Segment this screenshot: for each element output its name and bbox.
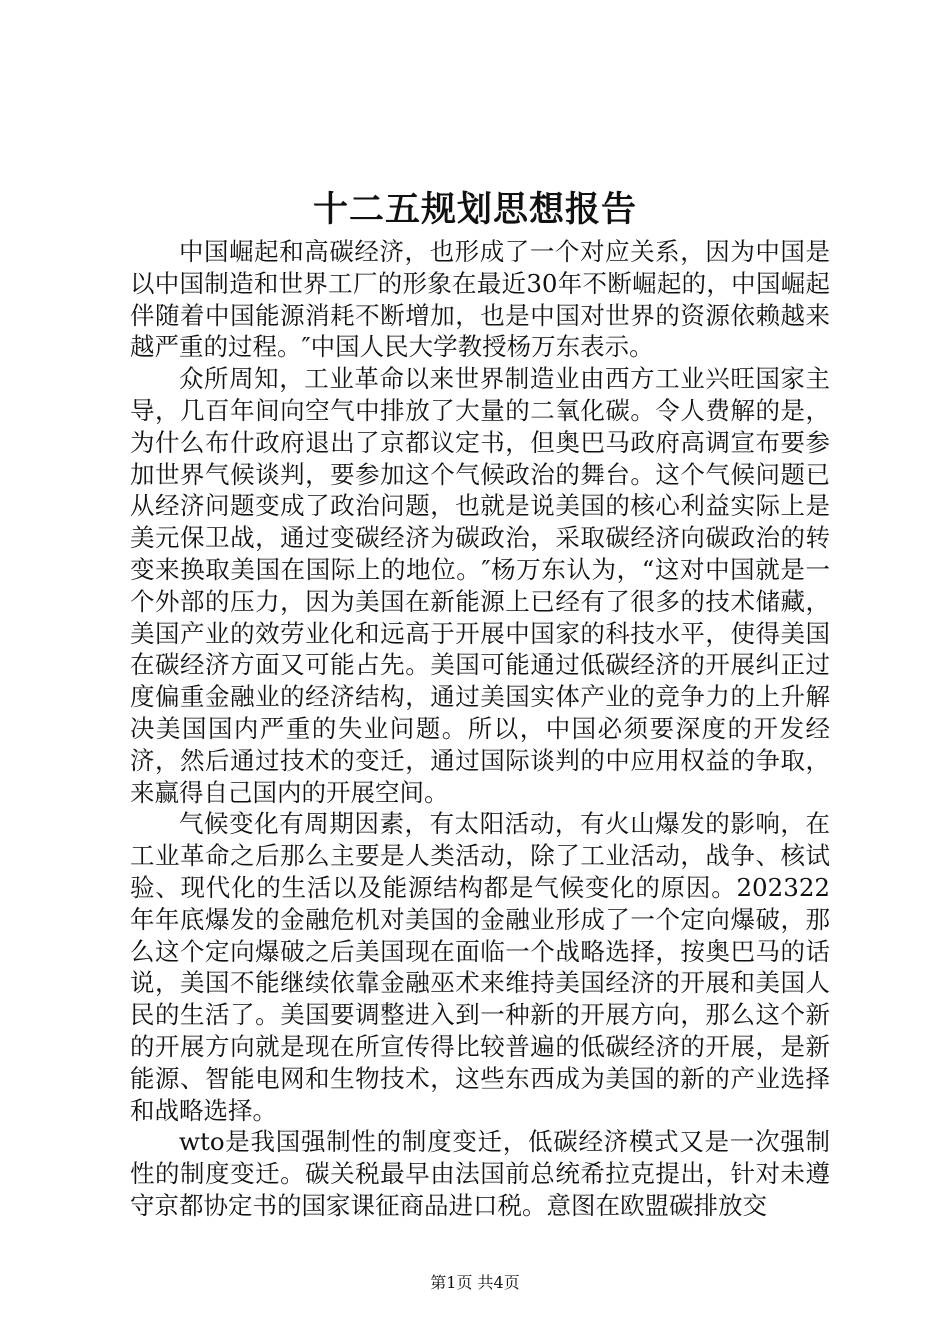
paragraph-4: wto是我国强制性的制度变迁，低碳经济模式又是一次强制性的制度变迁。碳关税最早由法国前总统希拉克提出，针对未遵守京都协定书的国家课征商品进口税。意图在欧盟碳排放交 <box>130 1127 830 1220</box>
document-body <box>130 236 830 1222</box>
paragraph-3: 气候变化有周期因素，有太阳活动，有火山爆发的影响，在工业革命之后那么主要是人类活动，除了工业活动，战争、核试验、现代化的生活以及能源结构都是气候变化的原因。202322年年底爆发的金融危机对美国的金融业形成了一个定向爆破，那么这个定向爆破之后美国现在面临一个战略选择，按奥巴马的话说，美国不能继续依靠金融巫术来维持美国经济的开展和美国人民的生活了。美国要调整进入到一种新的开展方向，那么这个新的开展方向就是现在所宣传得比较普遍的低碳经济的开展，是新能源、智能电网和生物技术，这些东西成为美国的新的产业选择和战略选择。 <box>130 809 830 1125</box>
paragraph-2: 众所周知，工业革命以来世界制造业由西方工业兴旺国家主导，几百年间向空气中排放了大量的二氧化碳。令人费解的是，为什么布什政府退出了京都议定书，但奥巴马政府高调宣布要参加世界气候谈判，要参加这个气候政治的舞台。这个气候问题已从经济问题变成了政治问题，也就是说美国的核心利益实际上是美元保卫战，通过变碳经济为碳政治，采取碳经济向碳政治的转变来换取美国在国际上的地位。″杨万东认为，“这对中国就是一个外部的压力，因为美国在新能源上已经有了很多的技术储藏，美国产业的效劳业化和远高于开展中国家的科技水平，使得美国在碳经济方面又可能占先。美国可能通过低碳经济的开展纠正过度偏重金融业的经济结构，通过美国实体产业的竞争力的上升解决美国国内严重的失业问题。所以，中国必须要深度的开发经济，然后通过技术的变迁，通过国际谈判的中应用权益的争取，来赢得自己国内的开展空间。 <box>130 364 830 807</box>
paragraph-1: 中国崛起和高碳经济，也形成了一个对应关系，因为中国是以中国制造和世界工厂的形象在最近30年不断崛起的，中国崛起伴随着中国能源消耗不断增加，也是中国对世界的资源依赖越来越严重的过程。″中国人民大学教授杨万东表示。 <box>130 237 830 362</box>
page-number-footer: 第1页 共4页 <box>430 1273 520 1292</box>
document-title: 十二五规划思想报告 <box>312 189 637 230</box>
